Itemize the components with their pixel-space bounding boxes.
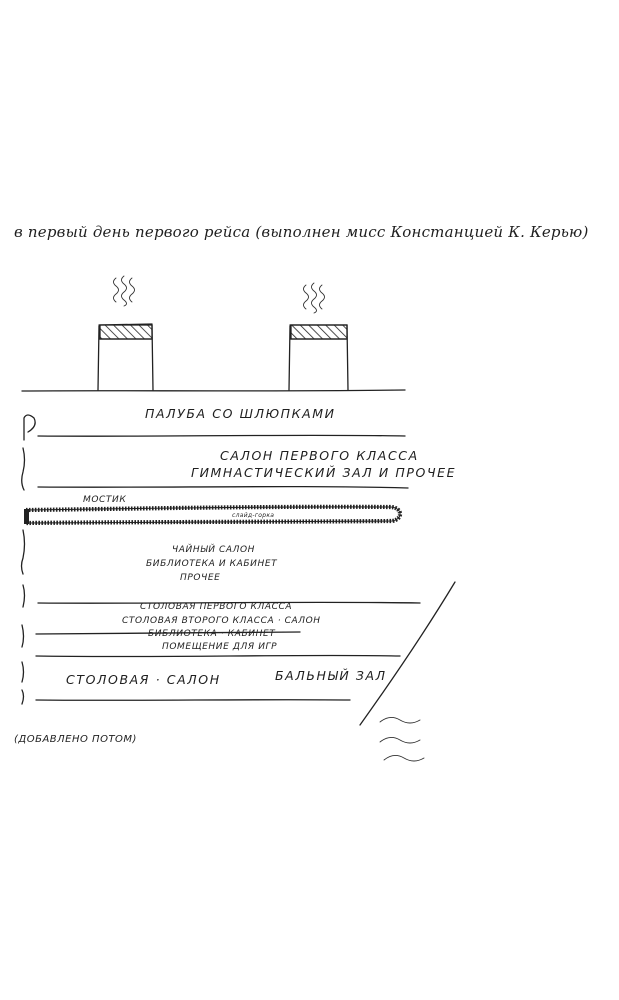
right-funnel-smoke bbox=[304, 283, 325, 313]
right-funnel bbox=[289, 325, 348, 390]
label-misc: ПРОЧЕЕ bbox=[180, 573, 221, 583]
left-funnel-smoke bbox=[114, 276, 135, 306]
label-slide: слайд-горка bbox=[232, 512, 275, 519]
waves bbox=[380, 717, 424, 761]
label-first-class-salon: САЛОН ПЕРВОГО КЛАССА bbox=[220, 448, 419, 463]
label-gym: ГИМНАСТИЧЕСКИЙ ЗАЛ И ПРОЧЕЕ bbox=[191, 465, 457, 480]
label-tea-salon: ЧАЙНЫЙ САЛОН bbox=[172, 545, 256, 555]
slide-tube bbox=[26, 507, 400, 523]
deck-line-5 bbox=[36, 700, 350, 701]
deck-line-1 bbox=[38, 435, 405, 436]
label-added-later: (ДОБАВЛЕНО ПОТОМ) bbox=[14, 734, 137, 745]
label-first-class-dining: СТОЛОВАЯ ПЕРВОГО КЛАССА bbox=[140, 602, 293, 612]
deck-line-2 bbox=[38, 487, 408, 488]
left-funnel bbox=[98, 324, 153, 390]
label-game-room: ПОМЕЩЕНИЕ ДЛЯ ИГР bbox=[162, 642, 278, 652]
sketch-caption: в первый день первого рейса (выполнен мисс Констанцией К. Керью) bbox=[14, 223, 589, 241]
label-ballroom: БАЛЬНЫЙ ЗАЛ bbox=[275, 668, 387, 683]
label-library-cabin: БИБЛИОТЕКА · КАБИНЕТ bbox=[148, 629, 276, 639]
label-dining-salon: СТОЛОВАЯ · САЛОН bbox=[66, 672, 221, 687]
top-deck-line bbox=[22, 390, 405, 391]
label-second-class-dining: СТОЛОВАЯ ВТОРОГО КЛАССА · САЛОН bbox=[122, 616, 321, 626]
label-library-cabinet: БИБЛИОТЕКА И КАБИНЕТ bbox=[146, 559, 278, 569]
label-boat-deck: ПАЛУБА СО ШЛЮПКАМИ bbox=[145, 406, 336, 421]
slide-entry-mark bbox=[24, 509, 29, 524]
hull-left-edge bbox=[22, 415, 36, 704]
label-bridge: МОСТИК bbox=[83, 495, 127, 505]
deck-line-4b bbox=[36, 655, 400, 656]
